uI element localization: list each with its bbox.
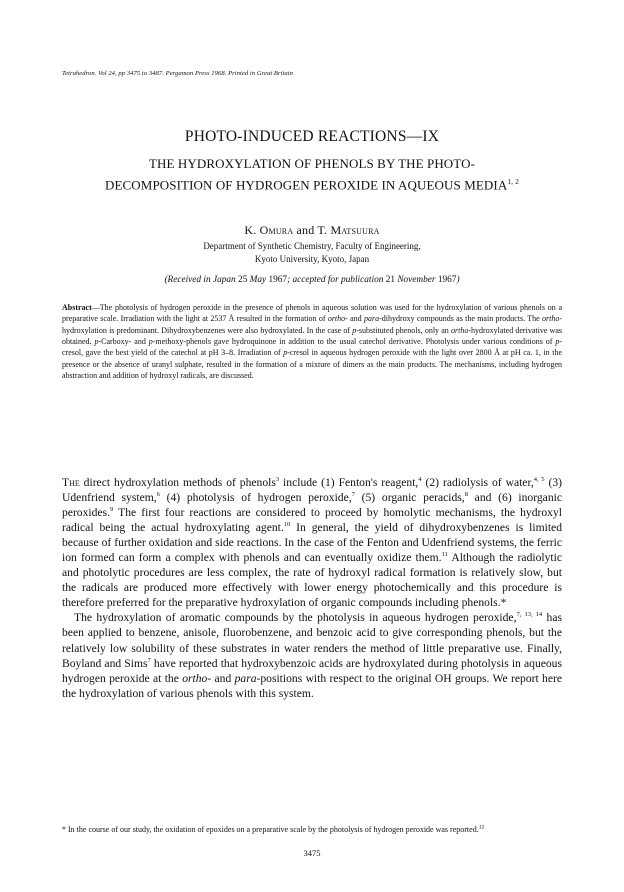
abstract-text: hydroxylation is predominant. Dihydroxybenzenes were also hydroxylated. In the case of <box>62 325 353 335</box>
body-text: (3) Udenfriend system, <box>62 476 563 505</box>
citation-ref: 9 <box>109 506 114 514</box>
abstract-italic-term: ortho- <box>541 314 562 324</box>
footnote <box>62 825 562 836</box>
author-2-surname: Matsuura <box>330 223 380 237</box>
citation-ref: 3 <box>275 476 280 484</box>
received-day: 25 <box>238 275 248 285</box>
body-paragraph-1 <box>62 475 562 610</box>
body-text: The hydroxylation of aromatic compounds by the photolysis in aqueous hydrogen peroxide, <box>74 611 517 625</box>
received-text-5: ) <box>456 275 460 285</box>
abstract-text: -cresol, gave the best yield of the catechol at pH 3–8. Irradiation of <box>62 337 563 358</box>
received-dates <box>0 275 624 285</box>
body-text: (2) radiolysis of water, <box>421 476 534 489</box>
citation-ref: 10 <box>283 521 291 529</box>
body-text: (4) photolysis of hydrogen peroxide, <box>159 491 352 505</box>
abstract-text: dihydroxy compounds as the main products. The <box>381 314 542 324</box>
body-text: and (6) inorganic peroxides. <box>62 491 562 520</box>
received-text-1: (Received in Japan <box>164 275 238 285</box>
abstract-text: -Carboxy- and <box>98 337 149 347</box>
citation-ref: 8 <box>464 491 468 499</box>
body-text: In general, the yield of dihydroxybenzenes is limited because of further oxidation and side reactions. In the case of the Fenton and Udenfriend systems, the ferric ion formed can form a complex with phenols and can eventually oxidize them. <box>62 521 562 565</box>
abstract-text: -substituted phenols, only an <box>356 325 451 335</box>
abstract-italic-term: p <box>148 337 153 347</box>
abstract-text: hydroxylated derivative was obtained. <box>62 325 562 347</box>
body-text: direct hydroxylation methods of phenols <box>79 476 276 489</box>
article-title: PHOTO-INDUCED REACTIONS—IX <box>184 128 440 145</box>
abstract-dash: — <box>91 303 100 312</box>
affiliation-line-2: Kyoto University, Kyoto, Japan <box>254 253 370 264</box>
running-head: Tetrahedron. Vol 24, pp 3475 to 3487. Pergamon Press 1968. Printed in Great Britain <box>62 70 293 77</box>
body-text: have reported that hydroxybenzoic acids are hydroxylated during photolysis in aqueous hydrogen peroxide at the <box>62 656 562 685</box>
author-connector: and T. <box>293 223 331 237</box>
body-text: positions with respect to the original OH groups. We report here the hydroxylation of various phenols with this system. <box>62 671 562 700</box>
citation-ref: 7 <box>147 656 151 664</box>
citation-ref: 4 <box>418 476 422 484</box>
abstract-italic-term: p <box>555 337 560 347</box>
citation-ref: 11 <box>441 551 448 559</box>
abstract <box>62 302 562 381</box>
abstract-text: and <box>347 314 364 324</box>
footnote-citation-ref: 12 <box>478 824 485 831</box>
body-italic-term: para- <box>234 671 261 685</box>
author-line <box>0 223 624 238</box>
body-text: has been applied to benzene, anisole, fluorobenzene, and benzoic acid to give corresponding phenols, but the relatively low solubility of these substrates in water renders the method of little preparative use. Finally, Boyland and Sims <box>62 611 563 670</box>
citation-ref: 7 <box>351 491 355 499</box>
accepted-year: 1967 <box>437 275 457 285</box>
body-text: include (1) Fenton's reagent, <box>279 476 419 489</box>
author-1-initial: K. <box>244 223 260 237</box>
abstract-italic-term: para- <box>363 314 382 324</box>
affiliation <box>0 240 624 265</box>
abstract-label: Abstract <box>62 303 92 312</box>
received-text-3: ; accepted for publication <box>287 275 386 285</box>
body-italic-term: ortho- <box>182 671 212 685</box>
accepted-day: 21 <box>385 275 395 285</box>
abstract-text: The photolysis of hydrogen peroxide in the presence of phenols in aqueous solution was used for the hydroxylation of various phenols on a preparative scale. Irradiation with the light at 2537 Å resulted in the formation of <box>62 303 562 324</box>
abstract-text: -cresol in aqueous hydrogen peroxide with the light over 2800 Å at pH ca. 1, in the presence or the absence of uranyl sulphate, resulted in the formation of a mixture of dimers as the main products. The mechanisms, including hydrogen abstraction and addition of hydroxyl radicals, are discussed. <box>62 348 563 381</box>
abstract-italic-term: p <box>94 337 99 347</box>
received-text-4: November <box>395 275 438 285</box>
author-1-surname: Omura <box>259 223 294 237</box>
citation-ref: 6 <box>156 491 160 499</box>
abstract-italic-term: ortho- <box>327 314 348 324</box>
citation-ref: 7, 13, 14 <box>516 611 543 619</box>
subtitle-footnote-ref: 1, 2 <box>507 176 519 186</box>
received-year: 1967 <box>268 275 288 285</box>
affiliation-line-1: Department of Synthetic Chemistry, Faculty of Engineering, <box>203 241 421 251</box>
abstract-italic-term: ortho- <box>450 325 471 335</box>
body-text: Although the radiolytic and photolytic procedures are less complex, the rate of hydroxyl radical formation is relatively slow, but the radicals are produced more effectively with lower energy photochemically and this procedure is therefore preferred for the preparative hydroxylation of organic compounds including phenols.* <box>62 551 562 610</box>
article-subtitle <box>100 155 524 193</box>
body-text: The <box>62 476 80 489</box>
body-text: (5) organic peracids, <box>354 491 465 505</box>
citation-ref: 4, 5 <box>533 476 545 484</box>
page-number: 3475 <box>303 848 321 858</box>
subtitle-text: THE HYDROXYLATION OF PHENOLS BY THE PHOTO-DECOMPOSITION OF HYDROGEN PEROXIDE IN AQUEOUS MEDIA <box>105 156 508 192</box>
received-text-2: May <box>247 275 269 285</box>
article-body <box>62 475 562 701</box>
abstract-text: -methoxy-phenols gave hydroquinone in addition to the usual catechol derivative. Photolysis under various conditions of <box>152 337 556 347</box>
body-paragraph-2 <box>62 610 562 700</box>
footnote-text: * In the course of our study, the oxidation of epoxides on a preparative scale by the photolysis of hydrogen peroxide was reported. <box>62 825 479 834</box>
abstract-italic-term: p <box>283 348 288 358</box>
body-text: The first four reactions are considered to proceed by homolytic mechanisms, the hydroxyl radical being the actual hydroxylating agent. <box>62 506 562 535</box>
abstract-italic-term: p <box>352 325 357 335</box>
body-text: and <box>211 671 235 685</box>
